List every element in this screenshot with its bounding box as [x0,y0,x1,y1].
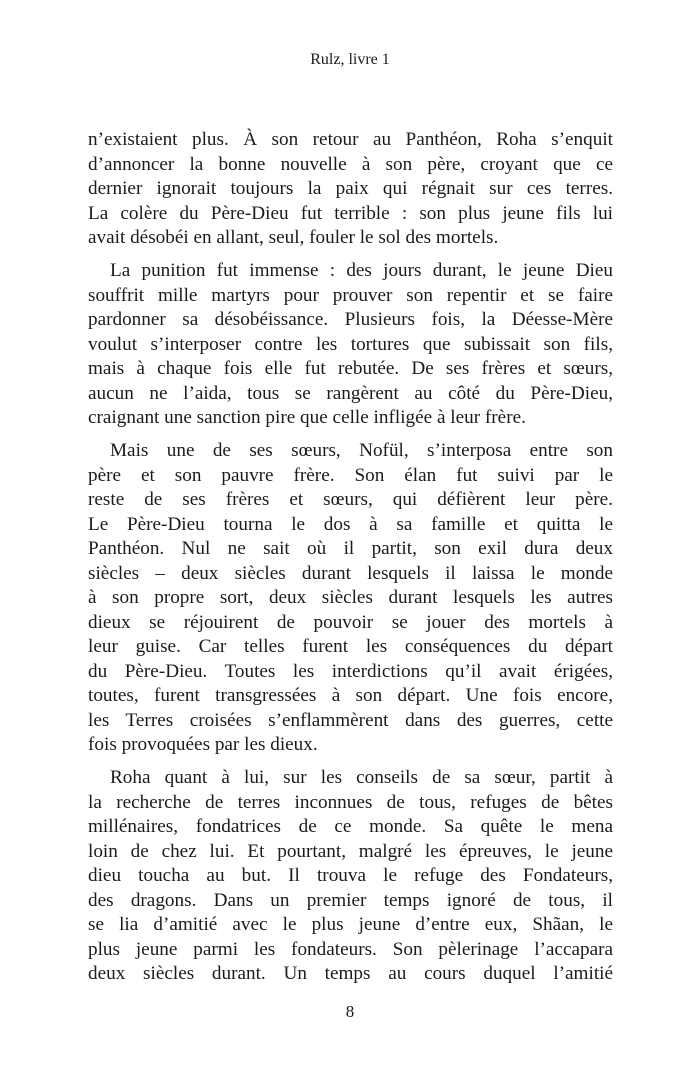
text-line: aucun ne l’aida, tous se rangèrent au côté du Père-Dieu, [88,382,613,404]
text-line: d’annoncer la bonne nouvelle à son père, croyant que ce [88,153,613,175]
text-line: dieux se réjouirent de pouvoir se jouer des mortels à [88,611,613,633]
text-line: Le Père-Dieu tourna le dos à sa famille et quitta le [88,513,613,535]
text-line: n’existaient plus. À son retour au Panthéon, Roha s’enquit [88,129,613,150]
text-line: plus jeune parmi les fondateurs. Son pèlerinage l’accapara [88,938,613,960]
text-line: voulut s’interposer contre les tortures que subissait son fils, [88,333,613,355]
text-line: se lia d’amitié avec le plus jeune d’entre eux, Shãan, le [88,914,613,935]
text-line: avait désobéi en allant, seul, fouler le sol des mortels. [88,227,499,248]
text-line: pardonner sa désobéissance. Plusieurs fois, la Déesse-Mère [88,309,613,330]
text-line: reste de ses frères et sœurs, qui défièrent leur père. [88,489,613,510]
text-line: Panthéon. Nul ne sait où il partit, son exil dura deux [88,538,613,559]
text-line: Mais une de ses sœurs, Nofül, s’interposa entre son [110,440,613,461]
text-line: fois provoquées par les dieux. [88,734,318,755]
text-line: La colère du Père-Dieu fut terrible : son plus jeune fils lui [88,202,613,224]
text-line: les Terres croisées s’enflammèrent dans des guerres, cette [88,709,613,731]
text-line: loin de chez lui. Et pourtant, malgré les épreuves, le jeune [88,840,613,862]
text-line: toutes, furent transgressées à son départ. Une fois encore, [88,685,613,706]
page-number: 8 [345,1002,355,1021]
text-line: la recherche de terres inconnues de tous, refuges de bêtes [88,791,613,813]
text-line: dieu toucha au but. Il trouva le refuge des Fondateurs, [88,865,613,886]
paragraph [88,128,613,251]
text-line: des dragons. Dans un premier temps ignoré de tous, il [88,889,613,911]
text-line: Roha quant à lui, sur les conseils de sa sœur, partit à [110,767,613,788]
text-line: du Père-Dieu. Toutes les interdictions qu’il avait érigées, [88,660,613,682]
running-header: Rulz, livre 1 [310,51,390,68]
text-line: millénaires, fondatrices de ce monde. Sa quête le mena [88,816,613,837]
text-line: à son propre sort, deux siècles durant lesquels les autres [88,587,613,608]
text-line: craignant une sanction pire que celle infligée à leur frère. [88,407,526,428]
paragraph [88,259,613,431]
text-line: siècles – deux siècles durant lesquels il laissa le monde [88,562,613,584]
text-line: leur guise. Car telles furent les conséquences du départ [88,636,613,657]
text-line: deux siècles durant. Un temps au cours duquel l’amitié [88,963,613,984]
paragraph [88,439,613,758]
page-body-text [88,128,613,995]
text-line: La punition fut immense : des jours durant, le jeune Dieu [110,260,613,281]
text-line: dernier ignorait toujours la paix qui régnait sur ces terres. [88,178,613,199]
text-line: mais à chaque fois elle fut rebutée. De ses frères et sœurs, [88,358,613,379]
text-line: souffrit mille martyrs pour prouver son repentir et se faire [88,284,613,306]
text-line: père et son pauvre frère. Son élan fut suivi par le [88,464,613,486]
paragraph [88,766,613,987]
